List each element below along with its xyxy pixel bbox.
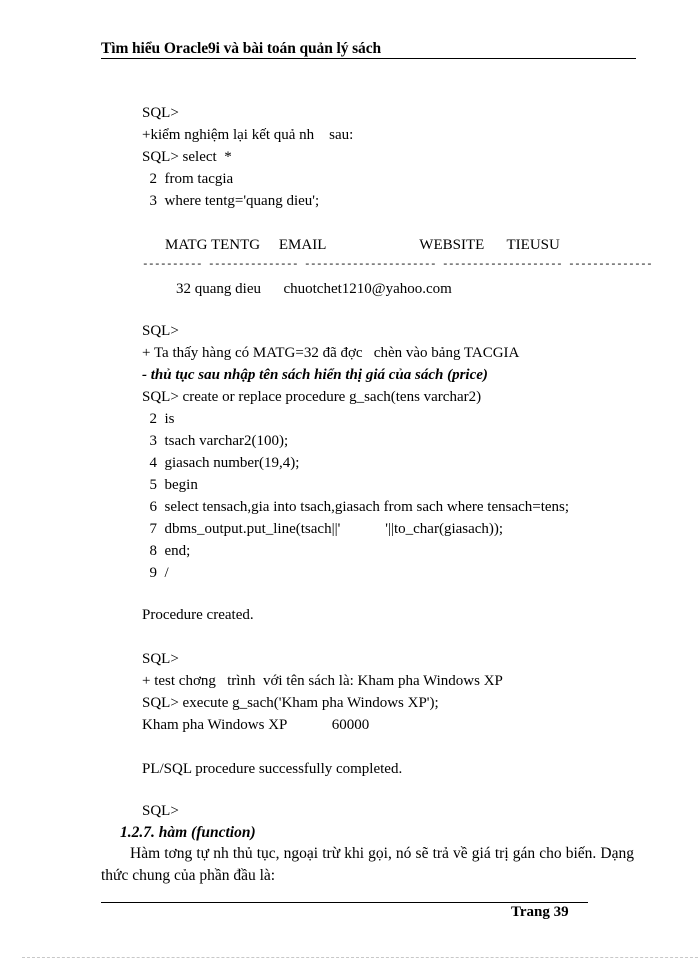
- note-line: + test chơng trình với tên sách là: Kham pha Windows XP: [142, 673, 503, 689]
- output-line: Kham pha Windows XP 60000: [142, 717, 370, 733]
- page-number: Trang 39: [511, 904, 569, 920]
- code-line: 8 end;: [142, 543, 191, 559]
- sql-prompt: SQL>: [142, 323, 179, 339]
- footer-rule: [101, 902, 588, 903]
- body-paragraph: Hàm tơng tự nh thủ tục, ngoại trừ khi gọi, nó sẽ trả về giá trị gán cho biến. Dạng thức chung của phần đầu là:: [101, 845, 634, 884]
- result-row: 32 quang dieu chuotchet1210@yahoo.com: [176, 281, 452, 297]
- code-line: 6 select tensach,gia into tsach,giasach from sach where tensach=tens;: [142, 499, 570, 515]
- code-line: 2 is: [142, 411, 175, 427]
- note-line: +kiểm nghiệm lại kết quả nh sau:: [142, 127, 354, 143]
- code-line: 3 tsach varchar2(100);: [142, 433, 289, 449]
- status-line: PL/SQL procedure successfully completed.: [142, 761, 403, 777]
- code-line: 7 dbms_output.put_line(tsach||' '||to_char(giasach));: [142, 521, 504, 537]
- status-line: Procedure created.: [142, 607, 254, 623]
- sql-prompt: SQL>: [142, 105, 179, 121]
- code-line: 3 where tentg='quang dieu';: [142, 193, 320, 209]
- result-separator: ---------- --------------- ---------------------- -------------------- --------------: [142, 259, 653, 271]
- note-line: + Ta thấy hàng có MATG=32 đã đợc chèn vào bảng TACGIA: [142, 345, 520, 361]
- sql-prompt: SQL>: [142, 803, 179, 819]
- code-line: 4 giasach number(19,4);: [142, 455, 300, 471]
- page-edge-dash: [22, 957, 698, 958]
- code-line: SQL> execute g_sach('Kham pha Windows XP');: [142, 695, 439, 711]
- note-line-italic: - thủ tục sau nhập tên sách hiển thị giá của sách (price): [142, 367, 488, 383]
- code-line: SQL> create or replace procedure g_sach(tens varchar2): [142, 389, 482, 405]
- page-header-title: Tìm hiểu Oracle9i và bài toán quản lý sách: [101, 40, 381, 57]
- code-line: 2 from tacgia: [142, 171, 234, 187]
- section-heading: 1.2.7. hàm (function): [120, 824, 256, 841]
- code-line: 5 begin: [142, 477, 198, 493]
- header-rule: [101, 58, 636, 59]
- result-header: MATG TENTG EMAIL WEBSITE TIEUSU: [165, 237, 560, 253]
- code-line: SQL> select *: [142, 149, 232, 165]
- sql-prompt: SQL>: [142, 651, 179, 667]
- code-line: 9 /: [142, 565, 169, 581]
